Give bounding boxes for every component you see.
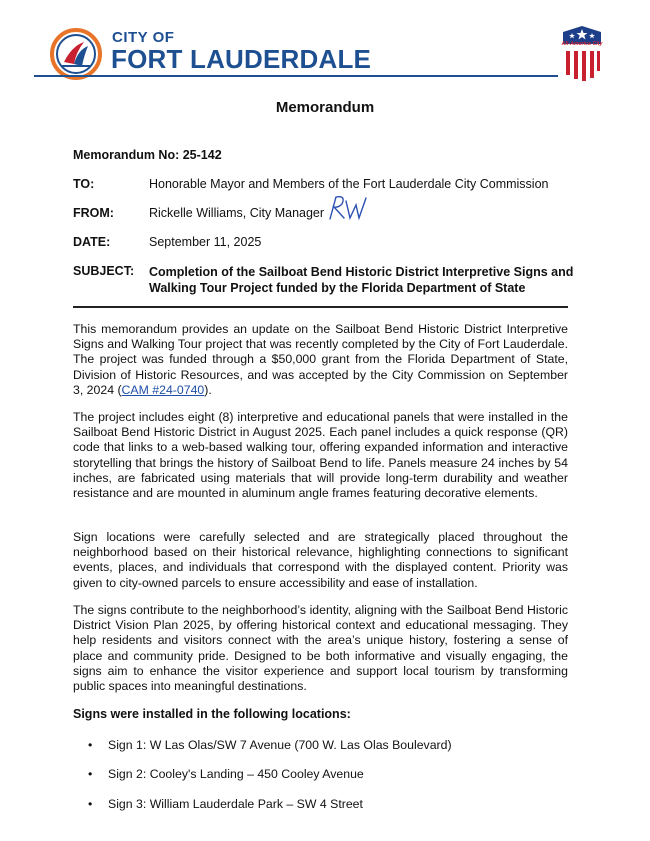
city-name: FORT LAUDERDALE xyxy=(111,44,372,74)
list-item xyxy=(88,767,364,781)
list-item-text: Sign 3: William Lauderdale Park – SW 4 Street xyxy=(108,797,363,811)
subject-value: Completion of the Sailboat Bend Historic District Interpretive Signs and Walking Tour Project funded by the Florida Department of State xyxy=(149,265,574,295)
city-of-label: CITY OF xyxy=(112,29,175,46)
date-label: DATE: xyxy=(73,235,111,249)
subject-label: SUBJECT: xyxy=(73,264,135,278)
paragraph-locations: Sign locations were carefully selected and are strategically placed throughout the neighborhood based on their historical relevance, highlighting connections to significant events, places, and individuals that correspond with the displayed content. Priority was given to city-owned parcels to ensure accessibility and ease of installation. xyxy=(73,530,568,590)
date-value: September 11, 2025 xyxy=(149,235,262,249)
header-divider xyxy=(34,75,558,77)
memo-title: Memorandum xyxy=(275,99,375,116)
paragraph-intro xyxy=(73,322,568,398)
from-value: Rickelle Williams, City Manager xyxy=(149,206,325,220)
paragraph-project: The project includes eight (8) interpretive and educational panels that were installed in the Sailboat Bend Historic District in August 2025. Each panel includes a quick response (QR) code that links to a web-based walking tour, offering expanded information and interactive storytelling that brings the history of Sailboat Bend to life. Panels measure 24 inches by 54 inches, are fabricated using materials that will provide long-term durability and weather resistance and are mounted in aluminum angle frames featuring decorative elements. xyxy=(73,410,568,501)
bullet-icon: • xyxy=(88,767,93,781)
list-item-text: Sign 1: W Las Olas/SW 7 Avenue (700 W. Las Olas Boulevard) xyxy=(108,738,452,752)
all-america-city-badge-icon xyxy=(561,26,603,82)
paragraph-intro-text: This memorandum provides an update on the Sailboat Bend Historic District Interpretive Signs and Walking Tour project that was recently completed by the City of Fort Lauderdale. The project was funded through a $50,000 grant from the Florida Department of State, Division of Historic Resources, and was accepted by the City Commission on September 3, 2024 ( xyxy=(73,322,568,397)
to-label: TO: xyxy=(73,177,95,191)
from-label: FROM: xyxy=(73,206,114,220)
bullet-icon: • xyxy=(88,797,93,811)
bullet-icon: • xyxy=(88,738,93,752)
locations-heading: Signs were installed in the following locations: xyxy=(73,707,351,721)
cam-link[interactable]: CAM #24-0740 xyxy=(121,382,205,397)
list-item xyxy=(88,738,452,752)
body-divider xyxy=(73,306,568,308)
paragraph-intro-end: ). xyxy=(204,382,212,397)
city-logo-icon xyxy=(50,28,102,80)
list-item-text: Sign 2: Cooley's Landing – 450 Cooley Avenue xyxy=(108,767,364,781)
signature-initials-icon xyxy=(326,193,370,223)
memo-number: Memorandum No: 25-142 xyxy=(73,148,222,162)
badge-caption: All-America City xyxy=(561,41,603,47)
paragraph-identity: The signs contribute to the neighborhood’s identity, aligning with the Sailboat Bend Historic District Vision Plan 2025, by offering historical context and educational messaging. They help residents and visitors connect with the area’s unique history, fostering a sense of place and community pride. Designed to be both informative and visually engaging, the signs aim to enhance the visitor experience and support local tourism by transforming public spaces into meaningful destinations. xyxy=(73,603,568,694)
to-value: Honorable Mayor and Members of the Fort Lauderdale City Commission xyxy=(149,177,549,191)
list-item xyxy=(88,797,363,811)
